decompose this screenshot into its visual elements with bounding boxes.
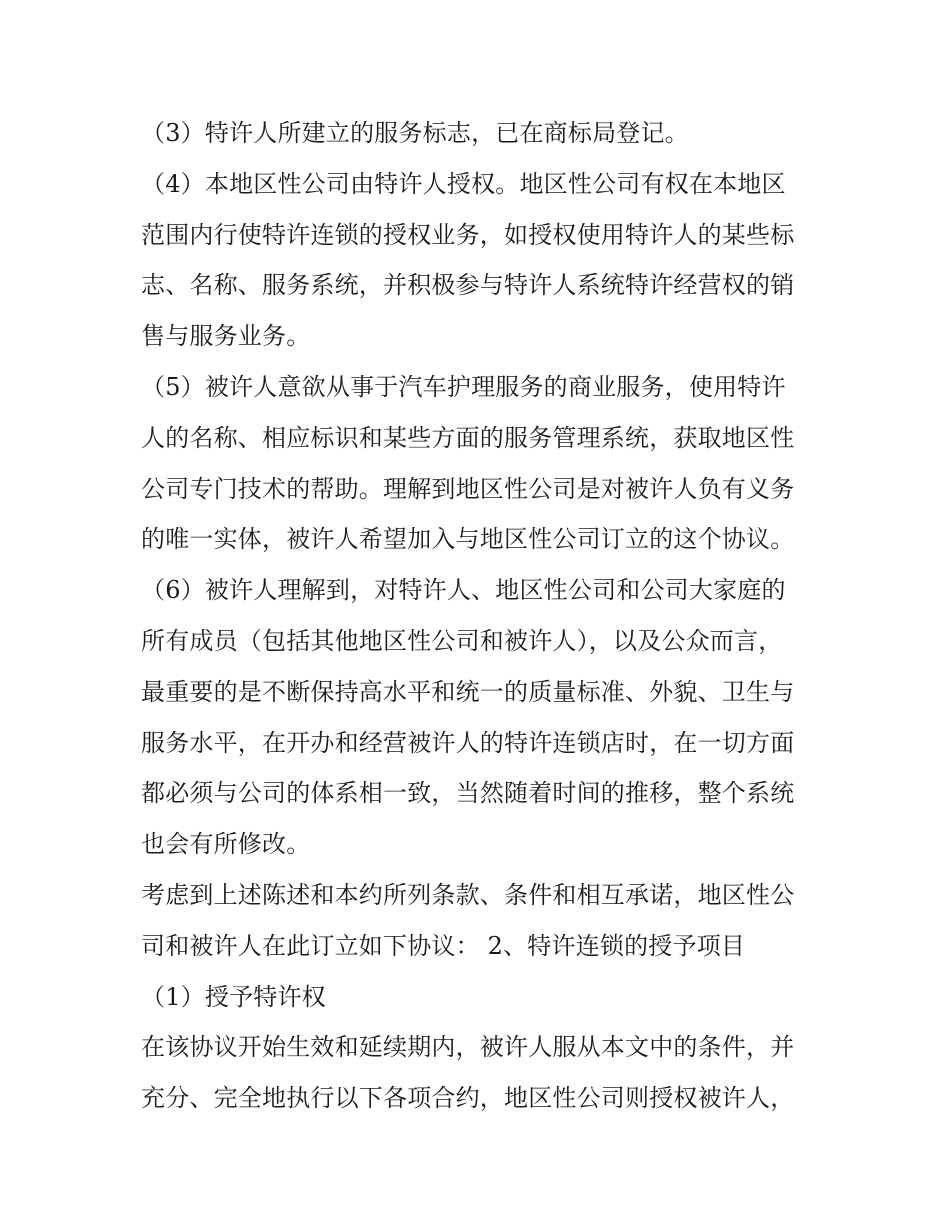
- document-body: [141, 108, 821, 1124]
- text-line: 范围内行使特许连锁的授权业务，如授权使用特许人的某些标: [141, 220, 795, 249]
- text-line: 考虑到上述陈述和本约所列条款、条件和相互承诺，地区性公: [141, 880, 795, 909]
- text-line: 也会有所修改。: [141, 830, 311, 859]
- text-line: 售与服务业务。: [141, 322, 311, 351]
- text-line: （5）被许人意欲从事于汽车护理服务的商业服务，使用特许: [141, 372, 786, 401]
- text-line: 志、名称、服务系统，并积极参与特许人系统特许经营权的销: [141, 271, 795, 300]
- text-line: （3）特许人所建立的服务标志，已在商标局登记。: [141, 119, 689, 147]
- text-line: 人的名称、相应标识和某些方面的服务管理系统，获取地区性: [141, 423, 795, 452]
- text-line: 所有成员（包括其他地区性公司和被许人），以及公众而言，: [141, 626, 783, 655]
- text-line: （6）被许人理解到，对特许人、地区性公司和公司大家庭的: [141, 576, 786, 605]
- text-line: 司和被许人在此订立如下协议： 2、特许连锁的授予项目: [141, 931, 746, 960]
- text-line: 充分、完全地执行以下各项合约，地区性公司则授权被许人，: [141, 1084, 795, 1113]
- text-line: 公司专门技术的帮助。理解到地区性公司是对被许人负有义务: [141, 474, 795, 503]
- text-line: 最重要的是不断保持高水平和统一的质量标准、外貌、卫生与: [141, 677, 795, 706]
- text-line: 服务水平，在开办和经营被许人的特许连锁店时，在一切方面: [141, 728, 795, 757]
- text-line: （4）本地区性公司由特许人授权。地区性公司有权在本地区: [141, 169, 786, 198]
- text-line: 在该协议开始生效和延续期内，被许人服从本文中的条件，并: [141, 1033, 795, 1062]
- text-line: 的唯一实体，被许人希望加入与地区性公司订立的这个协议。: [141, 525, 795, 554]
- text-line: 都必须与公司的体系相一致，当然随着时间的推移，整个系统: [141, 779, 795, 808]
- text-line: （1）授予特许权: [141, 982, 326, 1011]
